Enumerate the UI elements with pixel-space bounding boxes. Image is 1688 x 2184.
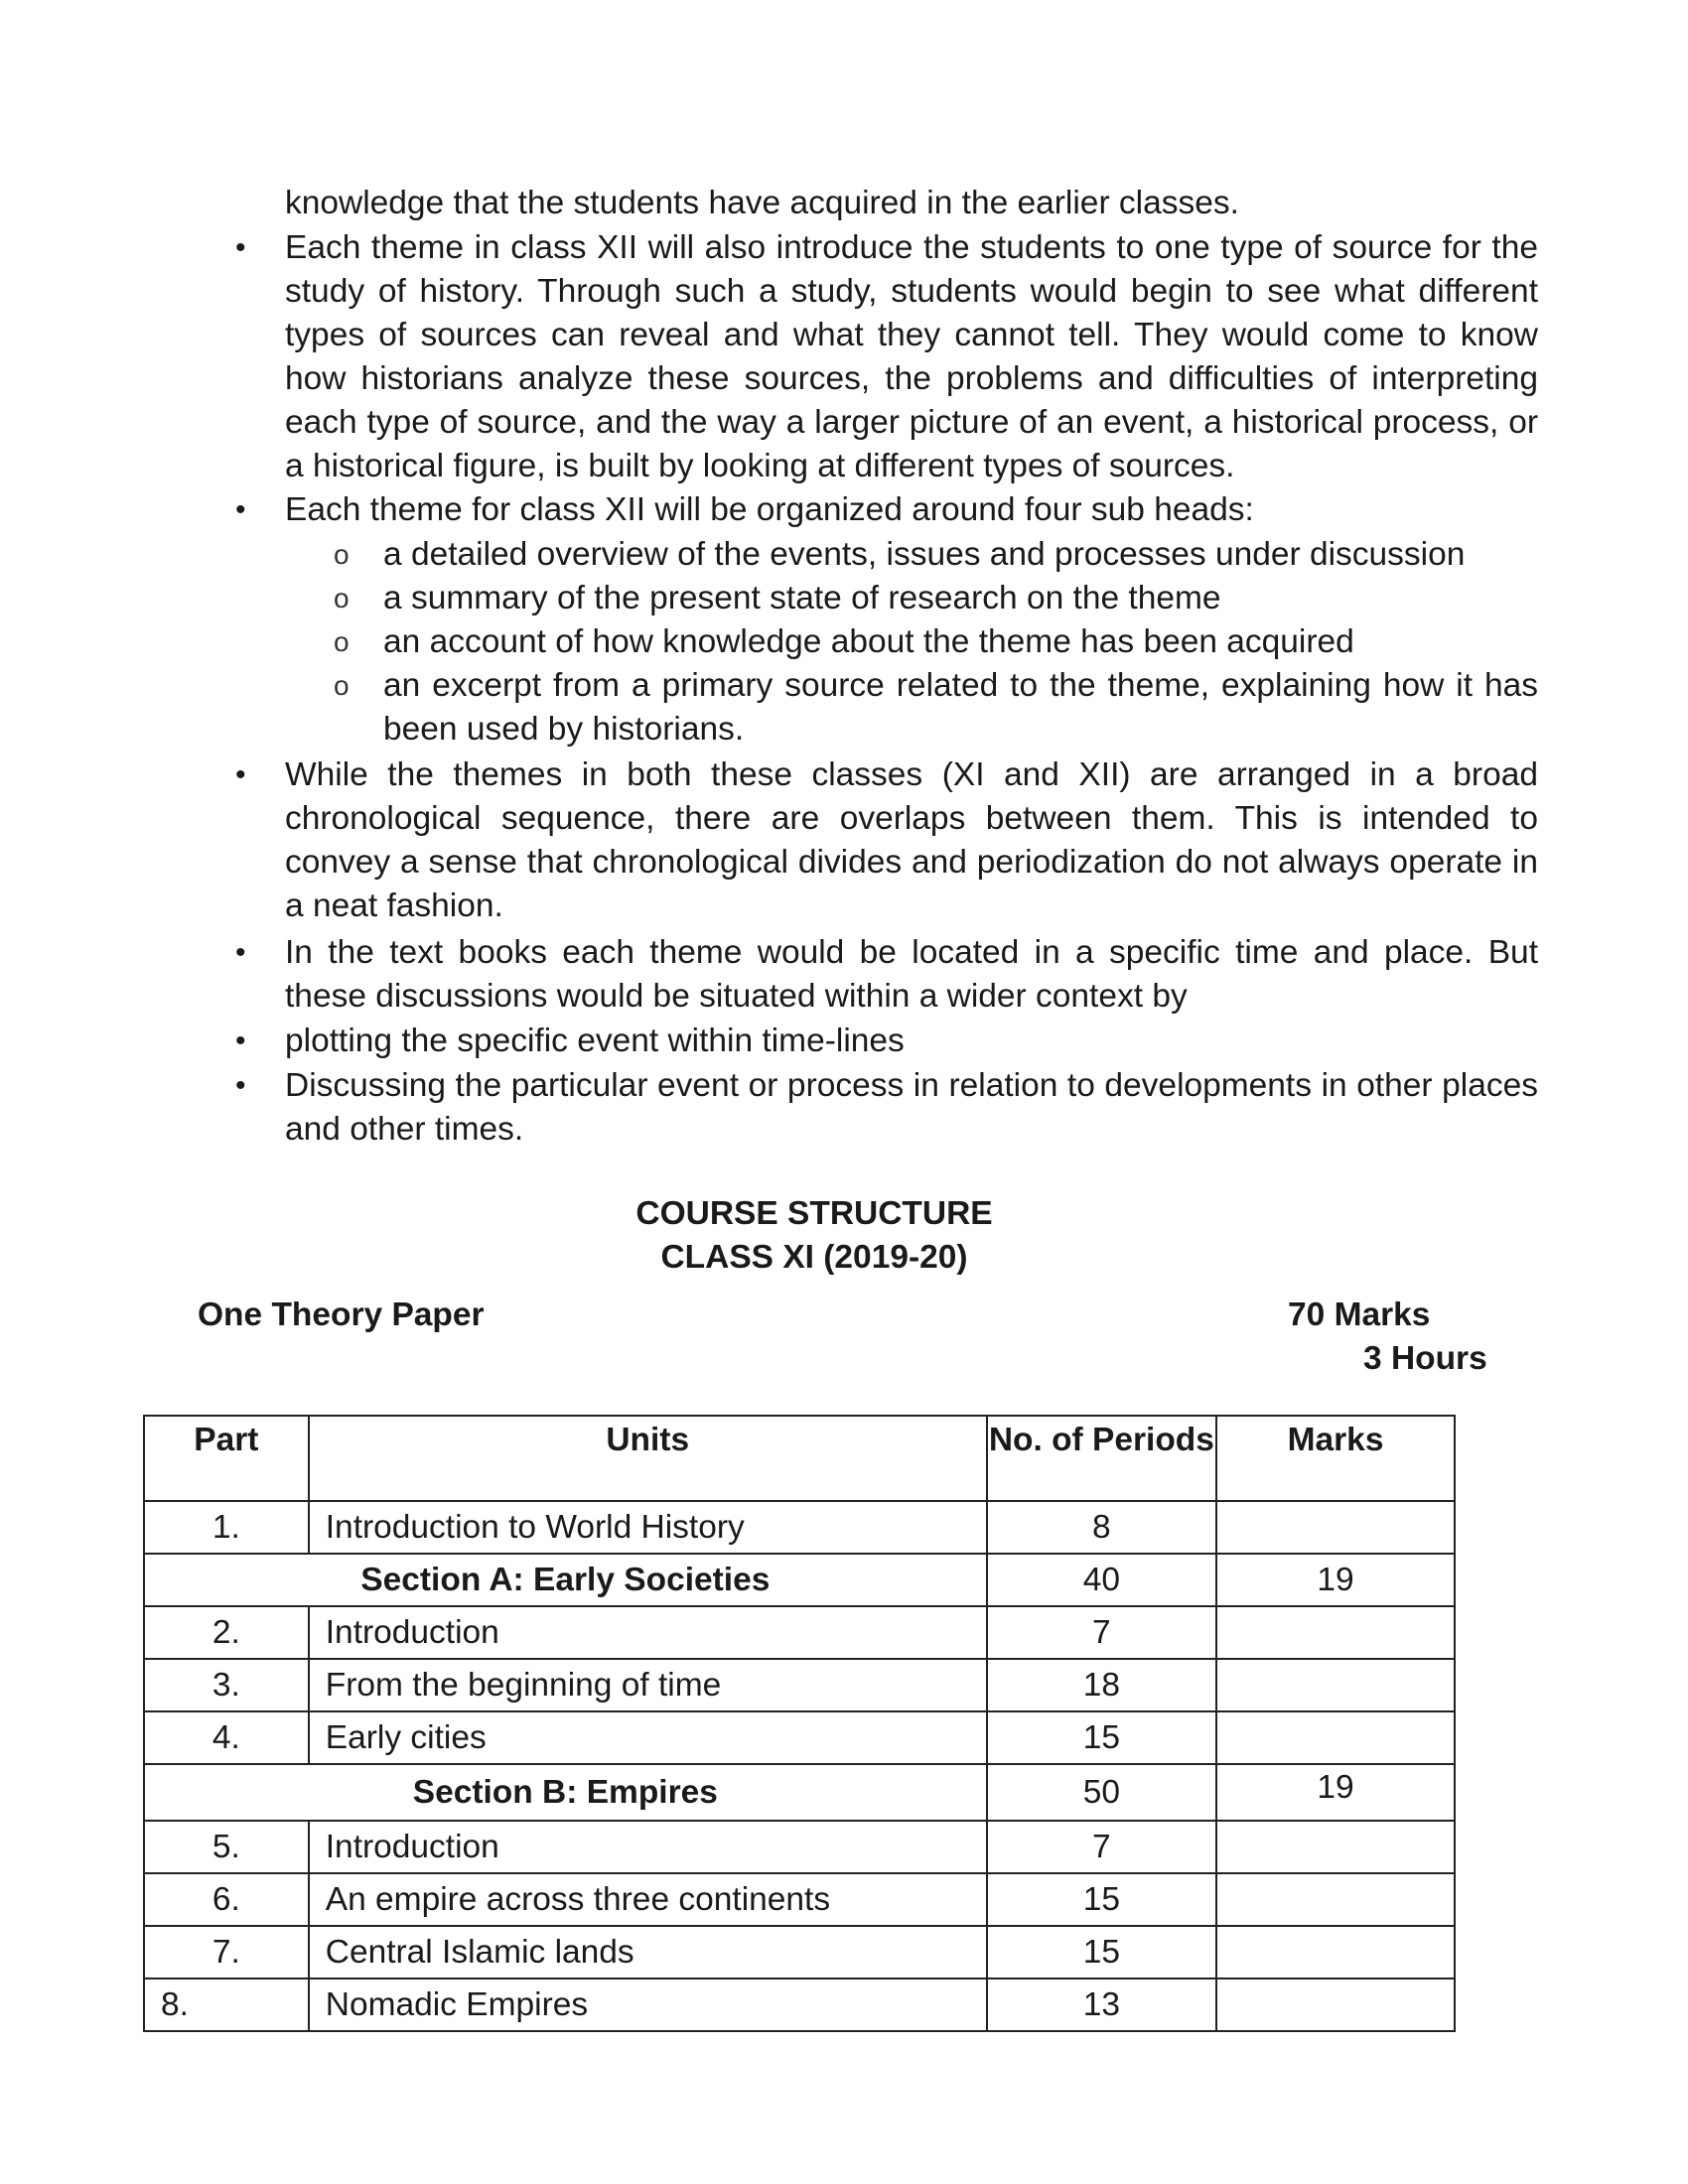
paragraph-timelines: plotting the specific event within time-lines <box>285 1023 905 1059</box>
cell-part: 1. <box>144 1501 309 1554</box>
sub-item-excerpt: an excerpt from a primary source related to the theme, explaining how it has been used by historians. <box>383 667 1538 748</box>
table-row <box>144 1606 1455 1659</box>
cell-part: 7. <box>144 1926 309 1979</box>
paragraph-continuation: knowledge that the students have acquired in the earlier classes. <box>285 185 1239 221</box>
table-row <box>144 1979 1455 2031</box>
cell-marks <box>1216 1501 1455 1554</box>
header-periods: No. of Periods <box>987 1416 1216 1501</box>
sub-item-account: an account of how knowledge about the theme has been acquired <box>383 623 1354 660</box>
cell-part: 4. <box>144 1711 309 1764</box>
circle-bullet-icon: o <box>334 670 350 701</box>
cell-periods: 8 <box>987 1501 1216 1554</box>
cell-part: 2. <box>144 1606 309 1659</box>
table-row <box>144 1873 1455 1926</box>
cell-unit: Introduction to World History <box>309 1501 987 1554</box>
sub-item-overview: a detailed overview of the events, issues and processes under discussion <box>383 536 1466 573</box>
section-title: Section B: Empires <box>144 1764 987 1821</box>
section-title: Section A: Early Societies <box>144 1554 987 1606</box>
table-row <box>144 1659 1455 1711</box>
duration-hours: 3 Hours <box>1363 1340 1487 1377</box>
cell-unit: Central Islamic lands <box>309 1926 987 1979</box>
class-subtitle: CLASS XI (2019-20) <box>660 1239 968 1276</box>
cell-marks <box>1216 1979 1455 2031</box>
cell-periods: 40 <box>987 1554 1216 1606</box>
cell-part: 6. <box>144 1873 309 1926</box>
bullet-icon: • <box>235 758 246 791</box>
cell-unit: Introduction <box>309 1606 987 1659</box>
table-row <box>144 1501 1455 1554</box>
cell-marks <box>1216 1926 1455 1979</box>
section-row <box>144 1554 1455 1606</box>
circle-bullet-icon: o <box>334 626 350 657</box>
cell-unit: From the beginning of time <box>309 1659 987 1711</box>
cell-periods: 7 <box>987 1821 1216 1873</box>
cell-periods: 7 <box>987 1606 1216 1659</box>
cell-periods: 15 <box>987 1711 1216 1764</box>
cell-periods: 13 <box>987 1979 1216 2031</box>
total-marks: 70 Marks <box>1288 1297 1431 1333</box>
paragraph-context: In the text books each theme would be located in a specific time and place. But these discussions would be situated within a wider context by <box>285 934 1538 1015</box>
circle-bullet-icon: o <box>334 583 350 614</box>
cell-periods: 18 <box>987 1659 1216 1711</box>
cell-marks <box>1216 1711 1455 1764</box>
course-structure-title: COURSE STRUCTURE <box>635 1195 993 1232</box>
cell-periods: 50 <box>987 1764 1216 1821</box>
bullet-icon: • <box>235 1024 246 1057</box>
table-header-row <box>144 1416 1455 1501</box>
section-row <box>144 1764 1455 1821</box>
cell-unit: Introduction <box>309 1821 987 1873</box>
cell-unit: Nomadic Empires <box>309 1979 987 2031</box>
cell-unit: An empire across three continents <box>309 1873 987 1926</box>
paragraph-other-places: Discussing the particular event or process in relation to developments in other places and other times. <box>285 1067 1538 1148</box>
cell-marks: 19 <box>1216 1764 1455 1821</box>
paragraph-source-study: Each theme in class XII will also introduce the students to one type of source for the study of history. Through such a study, students would begin to see what different types of sources can reveal and what they cannot tell. They would come to know how historians analyze these sources, the problems and difficulties of interpreting each type of source, and the way a larger picture of an event, a historical process, or a historical figure, is built by looking at different types of sources. <box>285 229 1538 484</box>
cell-marks <box>1216 1606 1455 1659</box>
circle-bullet-icon: o <box>334 539 350 570</box>
sub-item-summary: a summary of the present state of research on the theme <box>383 580 1221 616</box>
paragraph-chronology: While the themes in both these classes (XI and XII) are arranged in a broad chronological sequence, there are overlaps between them. This is intended to convey a sense that chronological divides and periodization do not always operate in a neat fashion. <box>285 756 1538 924</box>
table-row <box>144 1926 1455 1979</box>
table-row <box>144 1711 1455 1764</box>
cell-periods: 15 <box>987 1926 1216 1979</box>
header-marks: Marks <box>1216 1416 1455 1501</box>
cell-periods: 15 <box>987 1873 1216 1926</box>
header-part: Part <box>144 1416 309 1501</box>
cell-marks <box>1216 1873 1455 1926</box>
paragraph-sub-heads: Each theme for class XII will be organized around four sub heads: <box>285 491 1254 528</box>
cell-unit: Early cities <box>309 1711 987 1764</box>
header-units: Units <box>309 1416 987 1501</box>
cell-part: 5. <box>144 1821 309 1873</box>
bullet-icon: • <box>235 493 246 526</box>
cell-marks <box>1216 1659 1455 1711</box>
theory-paper-label: One Theory Paper <box>198 1297 485 1333</box>
cell-part: 8. <box>144 1979 309 2031</box>
course-structure-table <box>143 1415 1456 2032</box>
bullet-icon: • <box>235 231 246 264</box>
table-row <box>144 1821 1455 1873</box>
cell-marks <box>1216 1821 1455 1873</box>
cell-part: 3. <box>144 1659 309 1711</box>
bullet-icon: • <box>235 1069 246 1102</box>
bullet-icon: • <box>235 936 246 969</box>
cell-marks: 19 <box>1216 1554 1455 1606</box>
